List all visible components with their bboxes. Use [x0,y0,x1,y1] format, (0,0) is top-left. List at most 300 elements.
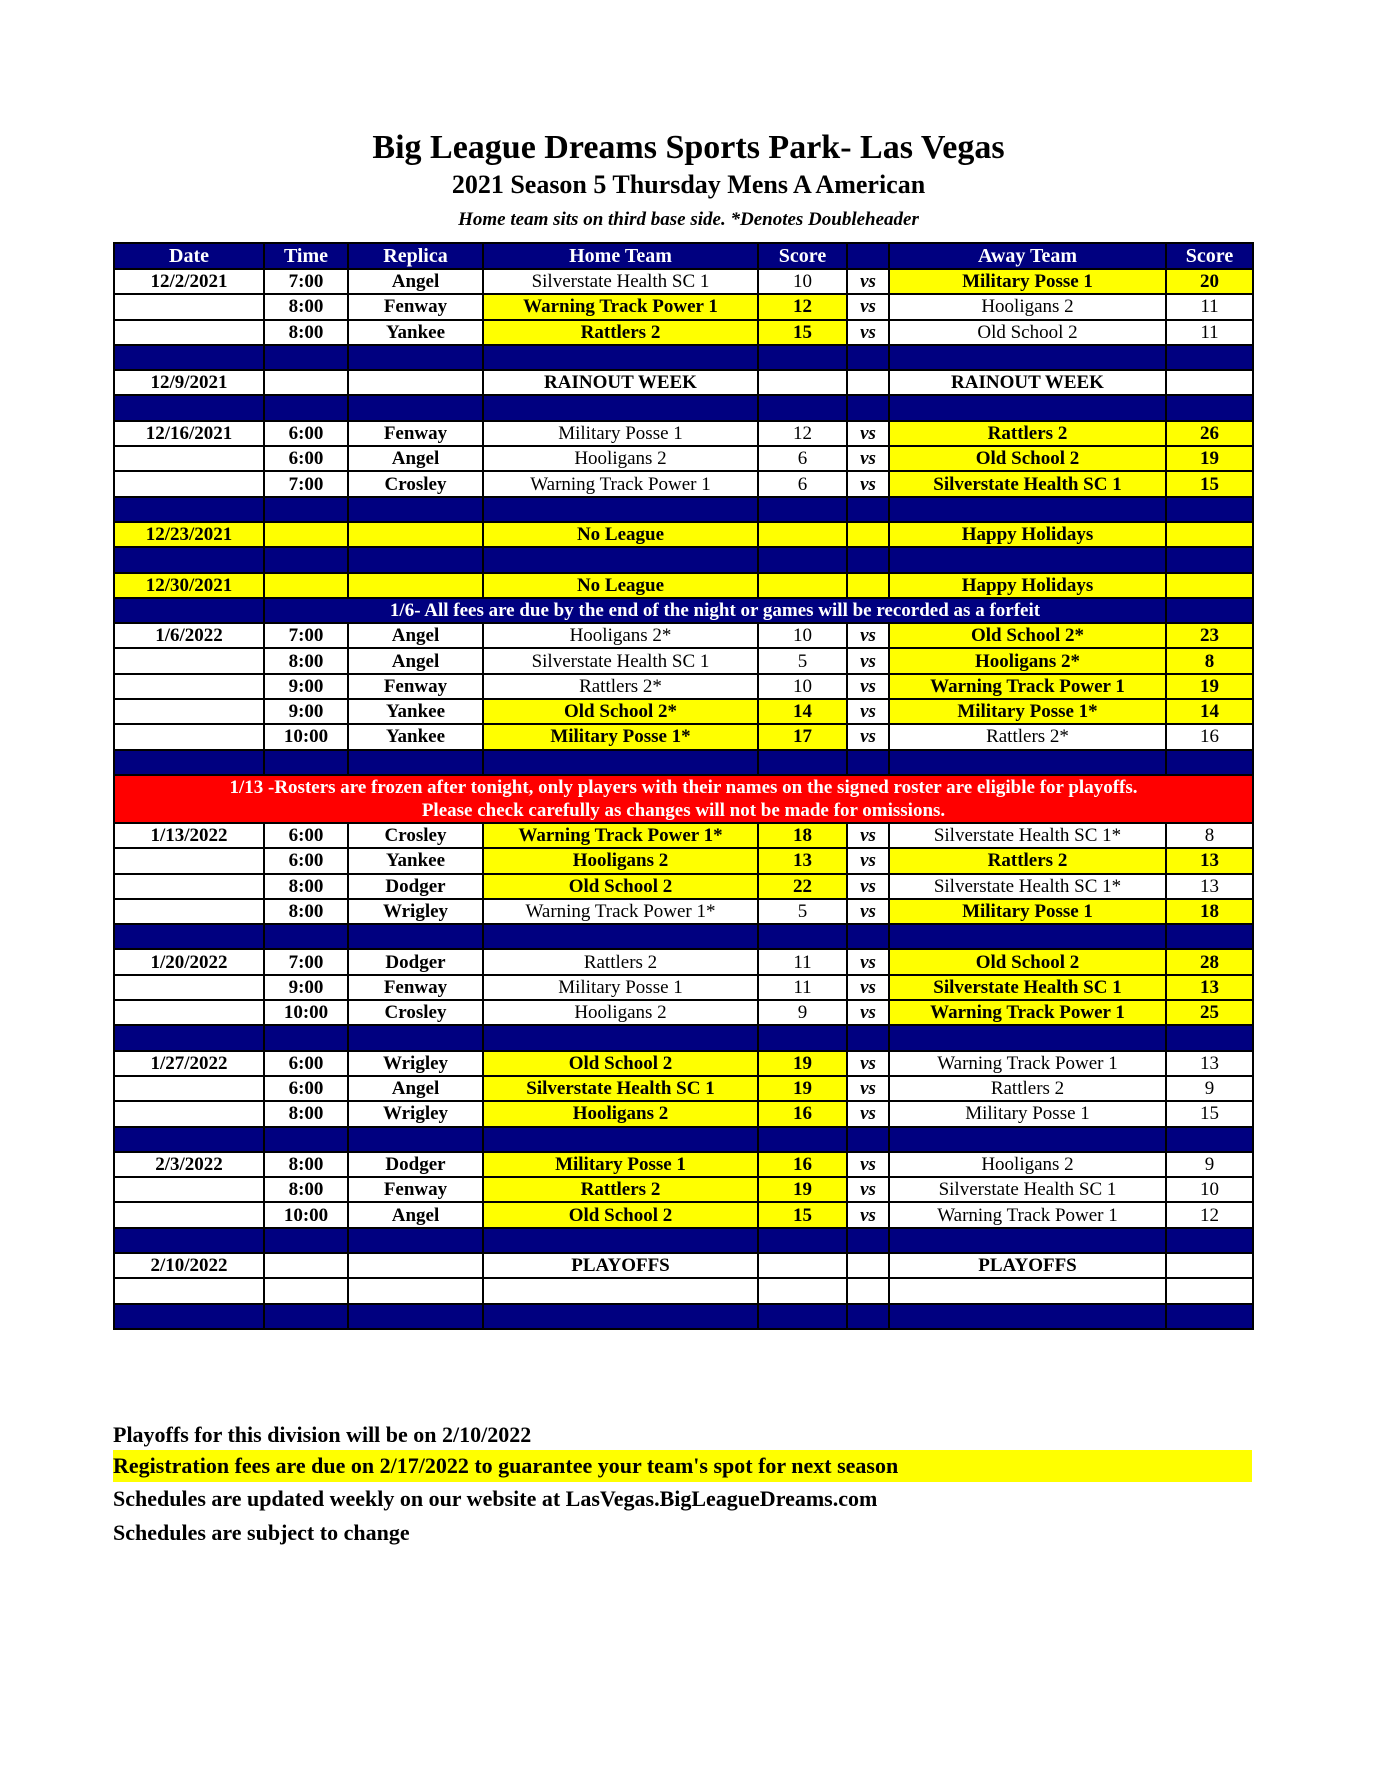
blank-row [114,1278,1253,1303]
home-score-cell: 6 [758,446,847,471]
away-team-cell: Silverstate Health SC 1* [889,874,1166,899]
home-team-cell: Warning Track Power 1* [483,823,758,848]
home-score-cell: 5 [758,899,847,924]
date-cell: 1/13/2022 [114,823,264,848]
away-score-cell: 12 [1166,1202,1253,1227]
vs-cell: vs [847,1202,889,1227]
vs-cell [847,370,889,395]
event-row [114,370,1253,395]
empty-cell [847,750,889,775]
vs-cell: vs [847,848,889,873]
vs-cell [847,1253,889,1278]
away-team-cell: Warning Track Power 1 [889,1051,1166,1076]
empty-cell [758,395,847,420]
away-score-cell: 10 [1166,1177,1253,1202]
time-cell: 7:00 [264,471,348,496]
empty-cell [114,1278,264,1303]
time-cell: 6:00 [264,446,348,471]
vs-cell: vs [847,421,889,446]
home-team-cell: Warning Track Power 1 [483,294,758,319]
empty-cell [114,395,264,420]
away-score-cell: 13 [1166,848,1253,873]
column-header-date: Date [114,243,264,269]
date-cell: 12/23/2021 [114,522,264,547]
home-event-cell: No League [483,573,758,598]
separator-row [114,750,1253,775]
vs-cell: vs [847,699,889,724]
game-row [114,623,1253,648]
empty-cell [264,1278,348,1303]
time-cell: 8:00 [264,294,348,319]
empty-cell [483,924,758,949]
date-cell [114,1076,264,1101]
vs-cell: vs [847,674,889,699]
empty-cell [348,750,483,775]
replica-cell: Dodger [348,1152,483,1177]
empty-cell [758,750,847,775]
column-header-time: Time [264,243,348,269]
away-score-cell: 9 [1166,1152,1253,1177]
time-cell [264,573,348,598]
empty-cell [758,497,847,522]
home-team-cell: Old School 2* [483,699,758,724]
away-team-cell: Military Posse 1 [889,899,1166,924]
replica-cell [348,370,483,395]
vs-cell: vs [847,1051,889,1076]
replica-cell: Angel [348,623,483,648]
notice-row [114,598,1253,623]
empty-cell [1166,345,1253,370]
away-score-cell: 11 [1166,320,1253,345]
time-cell: 9:00 [264,674,348,699]
home-score-cell: 11 [758,949,847,974]
date-cell [114,699,264,724]
home-team-cell: Rattlers 2 [483,1177,758,1202]
date-cell [114,1177,264,1202]
replica-cell: Crosley [348,823,483,848]
time-cell: 6:00 [264,1076,348,1101]
away-event-cell: Happy Holidays [889,522,1166,547]
replica-cell: Angel [348,1076,483,1101]
home-team-cell: Military Posse 1 [483,1152,758,1177]
away-team-cell: Warning Track Power 1 [889,674,1166,699]
game-row [114,699,1253,724]
away-team-cell: Silverstate Health SC 1 [889,471,1166,496]
away-team-cell: Silverstate Health SC 1 [889,975,1166,1000]
empty-cell [758,1228,847,1253]
empty-cell [114,750,264,775]
empty-cell [348,547,483,572]
home-score-cell: 15 [758,320,847,345]
away-team-cell: Old School 2 [889,949,1166,974]
home-event-cell: RAINOUT WEEK [483,370,758,395]
empty-cell [1166,497,1253,522]
empty-cell [483,1304,758,1329]
home-score-cell: 19 [758,1051,847,1076]
date-cell [114,320,264,345]
away-score-cell: 25 [1166,1000,1253,1025]
empty-cell [847,924,889,949]
home-score-cell [758,573,847,598]
date-cell [114,975,264,1000]
game-row [114,320,1253,345]
home-score-cell: 12 [758,294,847,319]
time-cell: 8:00 [264,899,348,924]
empty-cell [847,497,889,522]
empty-cell [348,1228,483,1253]
away-team-cell: Rattlers 2 [889,1076,1166,1101]
away-score-cell: 19 [1166,446,1253,471]
empty-cell [483,395,758,420]
date-cell: 12/16/2021 [114,421,264,446]
time-cell: 6:00 [264,848,348,873]
empty-cell [348,924,483,949]
vs-cell: vs [847,1152,889,1177]
vs-cell: vs [847,1101,889,1126]
date-cell [114,674,264,699]
vs-cell: vs [847,874,889,899]
replica-cell: Fenway [348,975,483,1000]
home-score-cell [758,1253,847,1278]
game-row [114,724,1253,749]
empty-cell [264,1304,348,1329]
time-cell: 8:00 [264,874,348,899]
empty-cell [847,1127,889,1152]
time-cell: 7:00 [264,269,348,294]
home-score-cell: 10 [758,269,847,294]
time-cell [264,370,348,395]
empty-cell [758,1304,847,1329]
empty-cell [889,1304,1166,1329]
away-score-cell: 19 [1166,674,1253,699]
away-team-cell: Military Posse 1* [889,699,1166,724]
replica-cell: Fenway [348,674,483,699]
home-team-cell: Silverstate Health SC 1 [483,269,758,294]
empty-cell [483,1025,758,1050]
vs-cell: vs [847,471,889,496]
home-team-cell: Old School 2 [483,1051,758,1076]
date-cell [114,1000,264,1025]
alert-line-1: 1/13 -Rosters are frozen after tonight, only players with their names on the signed roster are eligible for playoffs. [229,776,1138,798]
replica-cell [348,522,483,547]
game-row [114,1000,1253,1025]
away-score-cell: 13 [1166,1051,1253,1076]
time-cell: 10:00 [264,1000,348,1025]
empty-cell [1166,1127,1253,1152]
home-score-cell: 16 [758,1152,847,1177]
game-row [114,294,1253,319]
page-note: Home team sits on third base side. *Denotes Doubleheader [458,209,919,230]
vs-cell: vs [847,975,889,1000]
schedule-table [113,242,1254,1330]
empty-cell [847,547,889,572]
date-cell: 12/9/2021 [114,370,264,395]
away-score-cell: 13 [1166,874,1253,899]
game-row [114,899,1253,924]
empty-cell [483,1228,758,1253]
empty-cell [483,1278,758,1303]
away-score-cell: 15 [1166,471,1253,496]
home-team-cell: Rattlers 2* [483,674,758,699]
empty-cell [348,1278,483,1303]
empty-cell [264,345,348,370]
time-cell: 10:00 [264,724,348,749]
away-score-cell: 26 [1166,421,1253,446]
empty-cell [847,1304,889,1329]
home-score-cell: 6 [758,471,847,496]
replica-cell: Dodger [348,949,483,974]
away-score-cell: 20 [1166,269,1253,294]
home-score-cell: 15 [758,1202,847,1227]
away-score-cell: 14 [1166,699,1253,724]
game-row [114,975,1253,1000]
game-row [114,1202,1253,1227]
vs-cell: vs [847,949,889,974]
empty-cell [889,750,1166,775]
time-cell: 10:00 [264,1202,348,1227]
game-row [114,648,1253,673]
away-score-cell: 23 [1166,623,1253,648]
vs-cell: vs [847,294,889,319]
replica-cell: Fenway [348,1177,483,1202]
home-score-cell: 12 [758,421,847,446]
separator-row [114,1025,1253,1050]
empty-cell [1166,598,1253,623]
away-team-cell: Old School 2 [889,446,1166,471]
time-cell: 8:00 [264,648,348,673]
time-cell: 6:00 [264,421,348,446]
vs-cell: vs [847,724,889,749]
replica-cell: Crosley [348,1000,483,1025]
time-cell: 7:00 [264,949,348,974]
home-score-cell: 19 [758,1177,847,1202]
time-cell [264,1253,348,1278]
empty-cell [348,1304,483,1329]
replica-cell: Wrigley [348,899,483,924]
away-score-cell: 28 [1166,949,1253,974]
game-row [114,269,1253,294]
date-cell: 2/3/2022 [114,1152,264,1177]
page-subtitle: 2021 Season 5 Thursday Mens A American [451,170,926,199]
home-team-cell: Hooligans 2 [483,1000,758,1025]
game-row [114,1101,1253,1126]
event-row [114,573,1253,598]
date-cell [114,471,264,496]
replica-cell: Wrigley [348,1101,483,1126]
time-cell: 8:00 [264,1101,348,1126]
game-row [114,949,1253,974]
empty-cell [264,924,348,949]
date-cell: 1/27/2022 [114,1051,264,1076]
away-team-cell: Military Posse 1 [889,1101,1166,1126]
home-score-cell: 13 [758,848,847,873]
away-team-cell: Old School 2 [889,320,1166,345]
away-team-cell: Old School 2* [889,623,1166,648]
empty-cell [847,395,889,420]
empty-cell [1166,924,1253,949]
away-event-cell: Happy Holidays [889,573,1166,598]
replica-cell: Angel [348,446,483,471]
away-team-cell: Silverstate Health SC 1 [889,1177,1166,1202]
empty-cell [1166,1278,1253,1303]
time-cell: 8:00 [264,1152,348,1177]
playoffs-note: Playoffs for this division will be on 2/10/2022 [113,1422,532,1447]
home-event-cell: No League [483,522,758,547]
away-team-cell: Hooligans 2 [889,294,1166,319]
vs-cell: vs [847,446,889,471]
vs-cell: vs [847,623,889,648]
schedule-body [114,269,1253,1329]
empty-cell [889,924,1166,949]
home-score-cell: 9 [758,1000,847,1025]
replica-cell: Yankee [348,724,483,749]
away-score-cell: 18 [1166,899,1253,924]
website-note: Schedules are updated weekly on our website at LasVegas.BigLeagueDreams.com [113,1486,878,1511]
replica-cell: Wrigley [348,1051,483,1076]
empty-cell [889,1025,1166,1050]
date-cell: 2/10/2022 [114,1253,264,1278]
date-cell: 12/30/2021 [114,573,264,598]
column-header-home-score: Score [758,243,847,269]
empty-cell [348,345,483,370]
away-score-cell [1166,573,1253,598]
column-header-home-team: Home Team [483,243,758,269]
time-cell: 9:00 [264,699,348,724]
home-team-cell: Rattlers 2 [483,320,758,345]
replica-cell: Angel [348,648,483,673]
empty-cell [1166,1304,1253,1329]
date-cell: 1/20/2022 [114,949,264,974]
column-header-away-team: Away Team [889,243,1166,269]
empty-cell [114,1304,264,1329]
empty-cell [889,345,1166,370]
home-team-cell: Silverstate Health SC 1 [483,1076,758,1101]
away-event-cell: RAINOUT WEEK [889,370,1166,395]
separator-row [114,395,1253,420]
away-score-cell: 9 [1166,1076,1253,1101]
replica-cell: Crosley [348,471,483,496]
empty-cell [264,1228,348,1253]
vs-cell: vs [847,899,889,924]
game-row [114,848,1253,873]
date-cell: 12/2/2021 [114,269,264,294]
replica-cell: Yankee [348,320,483,345]
away-score-cell [1166,1253,1253,1278]
empty-cell [889,1228,1166,1253]
vs-cell: vs [847,320,889,345]
empty-cell [483,1127,758,1152]
empty-cell [758,924,847,949]
home-team-cell: Hooligans 2 [483,848,758,873]
away-team-cell: Hooligans 2* [889,648,1166,673]
separator-row [114,1304,1253,1329]
registration-note: Registration fees are due on 2/17/2022 to guarantee your team's spot for next season [113,1450,1252,1482]
empty-cell [348,1127,483,1152]
vs-cell: vs [847,1000,889,1025]
page-title: Big League Dreams Sports Park- Las Vegas [372,129,1005,166]
column-header-vs [847,243,889,269]
home-team-cell: Military Posse 1* [483,724,758,749]
separator-row [114,924,1253,949]
vs-cell [847,522,889,547]
replica-cell [348,1253,483,1278]
home-score-cell: 5 [758,648,847,673]
vs-cell: vs [847,648,889,673]
event-row [114,1253,1253,1278]
event-row [114,522,1253,547]
home-team-cell: Hooligans 2* [483,623,758,648]
notice-text: 1/6- All fees are due by the end of the night or games will be recorded as a forfeit [264,598,1166,623]
empty-cell [758,1278,847,1303]
home-score-cell [758,522,847,547]
home-score-cell [758,370,847,395]
vs-cell: vs [847,269,889,294]
date-cell [114,1202,264,1227]
home-score-cell: 14 [758,699,847,724]
alert-row [114,775,1253,823]
empty-cell [264,1025,348,1050]
empty-cell [114,547,264,572]
home-score-cell: 18 [758,823,847,848]
home-score-cell: 10 [758,674,847,699]
time-cell: 9:00 [264,975,348,1000]
game-row [114,446,1253,471]
away-score-cell [1166,370,1253,395]
away-score-cell: 8 [1166,823,1253,848]
alert-line-2: Please check carefully as changes will not be made for omissions. [421,799,946,821]
away-score-cell: 8 [1166,648,1253,673]
date-cell [114,848,264,873]
empty-cell [114,345,264,370]
game-row [114,1076,1253,1101]
home-score-cell: 17 [758,724,847,749]
empty-cell [847,1278,889,1303]
replica-cell: Angel [348,269,483,294]
game-row [114,1152,1253,1177]
empty-cell [889,497,1166,522]
game-row [114,1177,1253,1202]
replica-cell: Dodger [348,874,483,899]
home-team-cell: Hooligans 2 [483,1101,758,1126]
home-team-cell: Warning Track Power 1 [483,471,758,496]
date-cell [114,648,264,673]
empty-cell [114,598,264,623]
date-cell [114,899,264,924]
empty-cell [847,1025,889,1050]
empty-cell [758,345,847,370]
replica-cell: Angel [348,1202,483,1227]
time-cell: 6:00 [264,1051,348,1076]
time-cell: 6:00 [264,823,348,848]
away-team-cell: Rattlers 2* [889,724,1166,749]
empty-cell [348,395,483,420]
column-header-away-score: Score [1166,243,1253,269]
empty-cell [348,1025,483,1050]
empty-cell [483,547,758,572]
home-event-cell: PLAYOFFS [483,1253,758,1278]
away-score-cell: 16 [1166,724,1253,749]
game-row [114,421,1253,446]
disclaimer-note: Schedules are subject to change [113,1520,410,1545]
date-cell [114,446,264,471]
empty-cell [1166,1228,1253,1253]
away-team-cell: Warning Track Power 1 [889,1202,1166,1227]
separator-row [114,547,1253,572]
empty-cell [114,497,264,522]
replica-cell [348,573,483,598]
empty-cell [758,1127,847,1152]
separator-row [114,497,1253,522]
